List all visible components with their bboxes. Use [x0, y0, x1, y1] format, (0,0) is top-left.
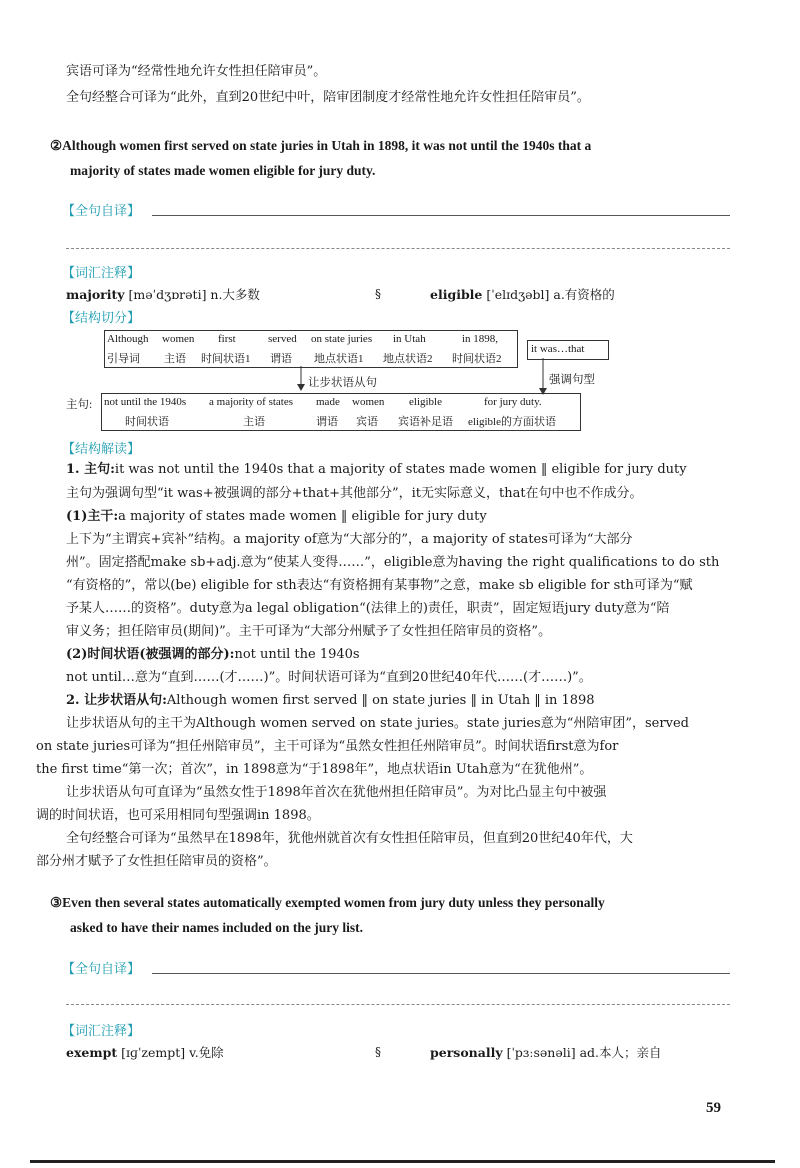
- a2-para: the first time“第一次；首次”，in 1898意为“于1898年”，地点状语in Utah意为“在犹他州”。: [36, 762, 593, 777]
- vocab-word: personally: [430, 1045, 503, 1060]
- top-line-2: 全句经整合可译为“此外，直到20世纪中叶，陪审团制度才经常性地允许女性担任陪审员”。: [66, 90, 590, 105]
- seg-role: 时间状语: [125, 416, 169, 428]
- a1-sub1: [66, 507, 487, 527]
- a2-para: on state juries可译为“担任州陪审员”，主干可译为“虽然女性担任州陪审员”。时间状语first意为for: [36, 739, 619, 754]
- seg-role: 地点状语1: [314, 353, 364, 365]
- a2-para: 调的时间状语，也可采用相同句型强调in 1898。: [36, 808, 320, 823]
- bottom-border: [30, 1160, 775, 1163]
- q3-sentence-line1: ③Even then several states automatically exempted women from jury duty unless they personally: [50, 895, 605, 910]
- a1-para: 州”。固定搭配make sb+adj.意为“使某人变得……”，eligible意为having the right qualifications to do sth: [66, 555, 720, 570]
- vocab-definition: [ˈpɜːsənəli] ad.本人；亲自: [506, 1045, 662, 1060]
- seg-role: 谓语: [316, 416, 338, 428]
- a1-sub1-heading: (1)主干:: [66, 509, 119, 524]
- seg-role: 主语: [164, 353, 186, 365]
- q3-vocab-exempt: [66, 1043, 224, 1063]
- q3-answer-line-2[interactable]: [66, 1004, 730, 1005]
- vocab-word: majority: [66, 287, 125, 302]
- concession-label: 让步状语从句: [308, 377, 377, 389]
- main-clause-label: 主句:: [66, 399, 93, 411]
- a2-para: 让步状语从句可直译为“虽然女性于1898年首次在犹他州担任陪审员”。为对比凸显主句中被强: [66, 785, 607, 800]
- q3-translate-heading: 【全句自译】: [62, 962, 141, 977]
- seg-role: 时间状语1: [201, 353, 251, 365]
- a1-sub1-sentence: a majority of states made women ‖ eligible for jury duty: [118, 509, 487, 524]
- leaf-icon: §: [375, 1045, 381, 1059]
- vocab-definition: [məˈdʒɒrəti] n.大多数: [128, 287, 260, 302]
- q2-vocab-heading: 【词汇注释】: [62, 266, 141, 281]
- a2-sentence: Although women first served ‖ on state juries ‖ in Utah ‖ in 1898: [166, 693, 595, 708]
- a1-sub2-sentence: not until the 1940s: [234, 647, 360, 662]
- seg-role: 地点状语2: [383, 353, 433, 365]
- seg-word: in 1898,: [462, 333, 499, 345]
- vocab-word: eligible: [430, 287, 483, 302]
- a1-heading: 1. 主句:: [66, 462, 115, 477]
- q3-vocab-heading: 【词汇注释】: [62, 1024, 141, 1039]
- seg-role: 谓语: [270, 353, 292, 365]
- q2-translate-heading: 【全句自译】: [62, 204, 141, 219]
- seg-word: a majority of states: [209, 396, 294, 408]
- seg-word: women: [352, 396, 385, 408]
- seg-word: for jury duty.: [484, 396, 542, 408]
- a1-para: 予某人……的资格”。duty意为a legal obligation“(法律上的)责任，职责”，固定短语jury duty意为“陪: [66, 601, 670, 616]
- seg-role: 宾语补足语: [398, 416, 453, 428]
- emphasis-label: 强调句型: [549, 374, 595, 386]
- a2-para: 让步状语从句的主干为Although women served on state juries。state juries意为“州陪审团”，served: [66, 716, 689, 731]
- a1-para: 审义务；担任陪审员(期间)”。主干可译为“大部分州赋予了女性担任陪审员的资格”。: [66, 624, 552, 639]
- structure-arrows: [0, 0, 800, 420]
- seg-word: women: [162, 333, 195, 345]
- seg-role: 时间状语2: [452, 353, 502, 365]
- seg-word: made: [316, 396, 340, 408]
- q2-sentence-line2: majority of states made women eligible for jury duty.: [70, 163, 376, 178]
- q3-answer-line-1[interactable]: [152, 973, 730, 974]
- q3-sentence-line2: asked to have their names included on the jury list.: [70, 920, 364, 935]
- vocab-definition: [ɪɡˈzempt] v.免除: [121, 1045, 224, 1060]
- a2-para: 部分州才赋予了女性担任陪审员的资格”。: [36, 854, 277, 869]
- vocab-word: exempt: [66, 1045, 118, 1060]
- seg-word: on state juries: [311, 333, 373, 345]
- seg-word: Although: [107, 333, 149, 345]
- q2-analysis-heading: 【结构解读】: [62, 442, 141, 457]
- a1-sub2: [66, 645, 360, 665]
- a1-sentence: it was not until the 1940s that a majority of states made women ‖ eligible for jury duty: [114, 462, 687, 477]
- a1-para: “有资格的”，常以(be) eligible for sth表达“有资格拥有某事物”之意，make sb eligible for sth可译为“赋: [66, 578, 693, 593]
- a2-heading: 2. 让步状语从句:: [66, 693, 167, 708]
- seg-word: in Utah: [393, 333, 426, 345]
- q3-vocab-personally: [430, 1043, 662, 1063]
- seg-word: first: [218, 333, 236, 345]
- q2-sentence-line1: ②Although women first served on state juries in Utah in 1898, it was not until the 1940s that a: [50, 138, 592, 153]
- a2-concession: [66, 691, 595, 711]
- seg-role: 引导词: [107, 353, 140, 365]
- page-number: 59: [706, 1100, 721, 1116]
- top-line-1: 宾语可译为“经常性地允许女性担任陪审员”。: [66, 64, 327, 79]
- vocab-definition: [ˈelɪdʒəbl] a.有资格的: [486, 287, 615, 302]
- seg-word: not until the 1940s: [104, 396, 187, 408]
- seg-word: served: [268, 333, 297, 345]
- seg-role: eligible的方面状语: [468, 416, 556, 428]
- a1-main-clause: [66, 460, 687, 480]
- seg-role: 主语: [243, 416, 265, 428]
- leaf-icon: §: [375, 287, 381, 301]
- a1-para: not until…意为“直到……(才……)”。时间状语可译为“直到20世纪40年代……(才……)”。: [66, 670, 592, 685]
- a1-para: 主句为强调句型“it was+被强调的部分+that+其他部分”，it无实际意义，that在句中也不作成分。: [66, 486, 643, 501]
- a1-para: 上下为“主谓宾+宾补”结构。a majority of意为“大部分的”，a majority of states可译为“大部分: [66, 532, 633, 547]
- seg-word: eligible: [409, 396, 442, 408]
- seg-role: 宾语: [356, 416, 378, 428]
- a2-para: 全句经整合可译为“虽然早在1898年，犹他州就首次有女性担任陪审员，但直到20世纪40年代，大: [66, 831, 633, 846]
- q2-structure-heading: 【结构切分】: [62, 311, 141, 326]
- a1-sub2-heading: (2)时间状语(被强调的部分):: [66, 647, 235, 662]
- emphasis-pattern-label: it was…that: [531, 343, 585, 355]
